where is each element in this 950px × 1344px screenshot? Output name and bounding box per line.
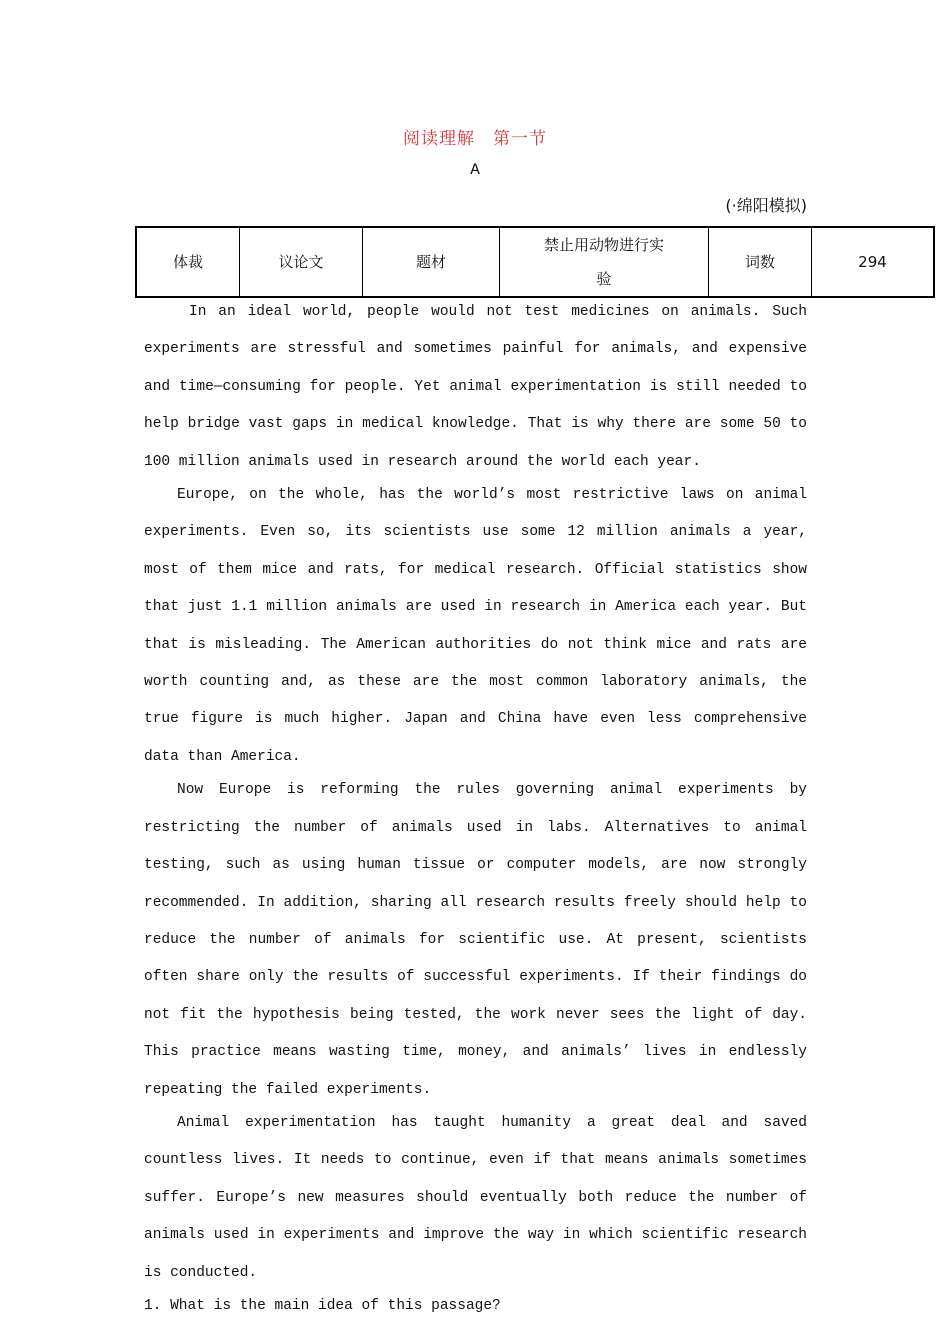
source-note: (·绵阳模拟) bbox=[725, 196, 807, 215]
wordcount-value: 294 bbox=[812, 227, 935, 297]
section-label: A bbox=[470, 161, 480, 179]
paragraph-3: Now Europe is reforming the rules governing animal experiments by restricting the number of animals used in labs. Alternatives to animal testing, such as using human tissue or computer models, are now strongly recommended. In addition, sharing all research results freely should help to reduce the number of animals for scientific use. At present, scientists often share only the results of successful experiments. If their findings do not fit the hypothesis being tested, the work never sees the light of day. This practice means wasting time, money, and animals’ lives in endlessly repeating the failed experiments. bbox=[144, 782, 807, 1098]
paragraph-4: Animal experimentation has taught humanity a great deal and saved countless lives. It needs to continue, even if that means animals sometimes suffer. Europe’s new measures should eventually both reduce the number of animals used in experiments and improve the way in which scientific research is conducted. bbox=[144, 1114, 807, 1281]
topic-value-text: 禁止用动物进行实验 bbox=[543, 236, 664, 288]
info-table bbox=[135, 226, 935, 298]
topic-label: 题材 bbox=[363, 227, 500, 297]
reading-passage bbox=[144, 294, 807, 1321]
paragraph-1: In an ideal world, people would not test medicines on animals. Such experiments are stressful and sometimes painful for animals, and expensive and time—consuming for people. Yet animal experimentation is still needed to help bridge vast gaps in medical knowledge. That is why there are some 50 to 100 million animals used in research around the world each year. bbox=[144, 304, 807, 470]
topic-value bbox=[500, 227, 709, 297]
question-1: 1. What is the main idea of this passage? bbox=[144, 1297, 501, 1314]
wordcount-label: 词数 bbox=[709, 227, 812, 297]
genre-value: 议论文 bbox=[240, 227, 363, 297]
genre-label: 体裁 bbox=[136, 227, 240, 297]
page-title: 阅读理解 第一节 bbox=[403, 129, 547, 149]
paragraph-2: Europe, on the whole, has the world’s most restrictive laws on animal experiments. Even so, its scientists use some 12 million animals a year, most of them mice and rats, for medical research. Official statistics show that just 1.1 million animals are used in research in America each year. But that is misleading. The American authorities do not think mice and rats are worth counting and, as these are the most common laboratory animals, the true figure is much higher. Japan and China have even less comprehensive data than America. bbox=[144, 487, 807, 765]
